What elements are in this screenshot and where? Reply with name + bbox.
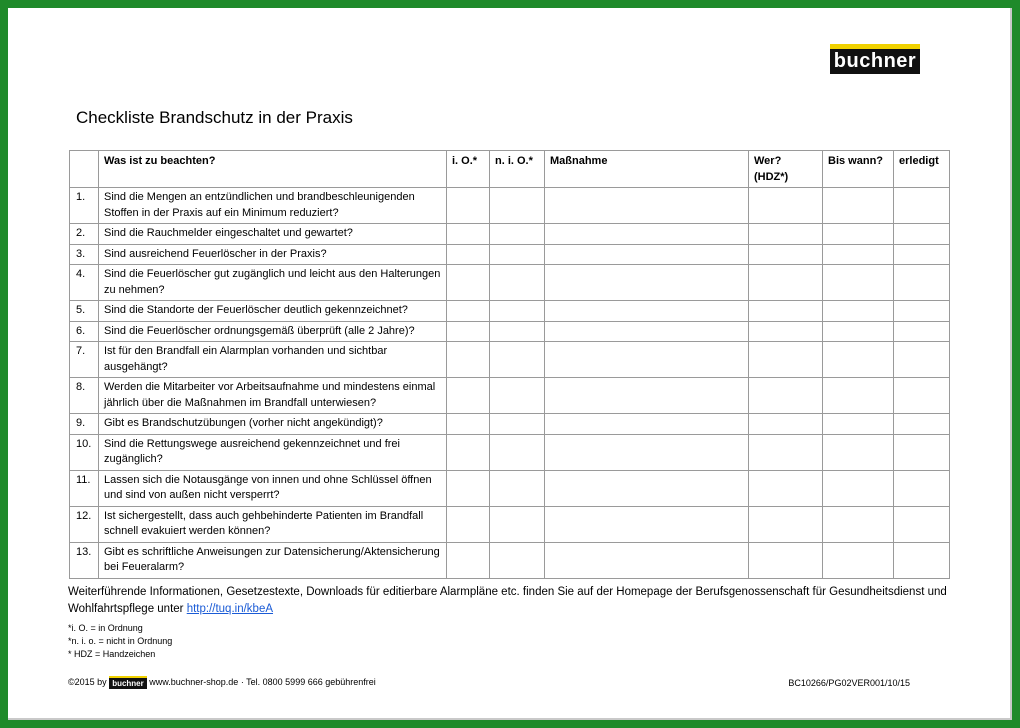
nio-cell[interactable] <box>490 188 545 224</box>
io-cell[interactable] <box>447 244 490 265</box>
done-cell[interactable] <box>894 506 950 542</box>
footnote-io: *i. O. = in Ordnung <box>68 623 143 633</box>
who-cell[interactable] <box>749 414 823 435</box>
table-row <box>70 265 950 301</box>
measure-cell[interactable] <box>545 321 749 342</box>
footnote-hdz: * HDZ = Handzeichen <box>68 649 156 659</box>
until-cell[interactable] <box>823 506 894 542</box>
done-cell[interactable] <box>894 321 950 342</box>
until-cell[interactable] <box>823 342 894 378</box>
measure-cell[interactable] <box>545 342 749 378</box>
row-number: 13. <box>70 542 99 578</box>
io-cell[interactable] <box>447 321 490 342</box>
row-question: Sind die Feuerlöscher gut zugänglich und leicht aus den Halterungen zu nehmen? <box>99 265 447 301</box>
row-question: Sind die Standorte der Feuerlöscher deutlich gekennzeichnet? <box>99 301 447 322</box>
until-cell[interactable] <box>823 321 894 342</box>
row-question: Sind die Rettungswege ausreichend gekennzeichnet und frei zugänglich? <box>99 434 447 470</box>
io-cell[interactable] <box>447 224 490 245</box>
bg-link[interactable]: http://tuq.in/kbeA <box>186 603 274 615</box>
row-number: 7. <box>70 342 99 378</box>
table-row <box>70 321 950 342</box>
row-question: Sind die Feuerlöscher ordnungsgemäß überprüft (alle 2 Jahre)? <box>99 321 447 342</box>
who-cell[interactable] <box>749 378 823 414</box>
measure-cell[interactable] <box>545 265 749 301</box>
measure-cell[interactable] <box>545 542 749 578</box>
row-question: Gibt es schriftliche Anweisungen zur Datensicherung/Aktensicherung bei Feueralarm? <box>99 542 447 578</box>
info-paragraph <box>68 584 948 618</box>
io-cell[interactable] <box>447 378 490 414</box>
checklist-table <box>69 150 950 579</box>
row-question: Sind die Mengen an entzündlichen und brandbeschleunigenden Stoffen in der Praxis auf ein Minimum reduziert? <box>99 188 447 224</box>
footer-left <box>68 676 376 689</box>
done-cell[interactable] <box>894 434 950 470</box>
table-header-row <box>70 151 950 188</box>
header-done: erledigt <box>894 151 950 188</box>
logo-text: buchner <box>833 50 917 72</box>
nio-cell[interactable] <box>490 378 545 414</box>
header-who: Wer? (HDZ*) <box>749 151 823 188</box>
table-row <box>70 414 950 435</box>
io-cell[interactable] <box>447 188 490 224</box>
footer-contact: www.buchner-shop.de · Tel. 0800 5999 666 gebührenfrei <box>149 676 376 687</box>
done-cell[interactable] <box>894 470 950 506</box>
nio-cell[interactable] <box>490 434 545 470</box>
row-number: 2. <box>70 224 99 245</box>
measure-cell[interactable] <box>545 378 749 414</box>
until-cell[interactable] <box>823 434 894 470</box>
who-cell[interactable] <box>749 342 823 378</box>
done-cell[interactable] <box>894 244 950 265</box>
done-cell[interactable] <box>894 188 950 224</box>
row-question: Ist für den Brandfall ein Alarmplan vorhanden und sichtbar ausgehängt? <box>99 342 447 378</box>
who-cell[interactable] <box>749 506 823 542</box>
header-until: Bis wann? <box>823 151 894 188</box>
who-cell[interactable] <box>749 301 823 322</box>
until-cell[interactable] <box>823 188 894 224</box>
nio-cell[interactable] <box>490 470 545 506</box>
io-cell[interactable] <box>447 434 490 470</box>
copyright: ©2015 by <box>68 676 107 687</box>
io-cell[interactable] <box>447 542 490 578</box>
done-cell[interactable] <box>894 414 950 435</box>
page-title: Checkliste Brandschutz in der Praxis <box>76 108 353 127</box>
table-row <box>70 188 950 224</box>
done-cell[interactable] <box>894 301 950 322</box>
document-code: BC10266/PG02VER001/10/15 <box>788 677 910 688</box>
buchner-logo <box>830 44 920 74</box>
nio-cell[interactable] <box>490 301 545 322</box>
who-cell[interactable] <box>749 188 823 224</box>
table-row <box>70 470 950 506</box>
table-row <box>70 378 950 414</box>
footer-logo: buchner <box>109 676 147 689</box>
done-cell[interactable] <box>894 265 950 301</box>
table-row <box>70 301 950 322</box>
measure-cell[interactable] <box>545 224 749 245</box>
until-cell[interactable] <box>823 244 894 265</box>
row-question: Sind die Rauchmelder eingeschaltet und gewartet? <box>99 224 447 245</box>
table-row <box>70 342 950 378</box>
who-cell[interactable] <box>749 470 823 506</box>
who-cell[interactable] <box>749 244 823 265</box>
row-number: 1. <box>70 188 99 224</box>
until-cell[interactable] <box>823 378 894 414</box>
nio-cell[interactable] <box>490 506 545 542</box>
nio-cell[interactable] <box>490 321 545 342</box>
row-question: Werden die Mitarbeiter vor Arbeitsaufnahme und mindestens einmal jährlich über die Maßnahmen im Brandfall unterwiesen? <box>99 378 447 414</box>
io-cell[interactable] <box>447 342 490 378</box>
io-cell[interactable] <box>447 506 490 542</box>
table-row <box>70 542 950 578</box>
row-number: 3. <box>70 244 99 265</box>
nio-cell[interactable] <box>490 542 545 578</box>
measure-cell[interactable] <box>545 414 749 435</box>
who-cell[interactable] <box>749 265 823 301</box>
done-cell[interactable] <box>894 224 950 245</box>
nio-cell[interactable] <box>490 342 545 378</box>
who-cell[interactable] <box>749 434 823 470</box>
until-cell[interactable] <box>823 224 894 245</box>
measure-cell[interactable] <box>545 434 749 470</box>
row-question: Ist sichergestellt, dass auch gehbehinderte Patienten im Brandfall schnell evakuiert werden können? <box>99 506 447 542</box>
until-cell[interactable] <box>823 414 894 435</box>
io-cell[interactable] <box>447 414 490 435</box>
measure-cell[interactable] <box>545 188 749 224</box>
nio-cell[interactable] <box>490 414 545 435</box>
row-number: 4. <box>70 265 99 301</box>
info-text: Weiterführende Informationen, Gesetzestexte, Downloads für editierbare Alarmpläne etc. finden Sie auf der Homepage der Berufsgenossenschaft für Gesundheitsdienst und Wohlfahrtspflege unter <box>68 586 947 615</box>
done-cell[interactable] <box>894 378 950 414</box>
logo-accent-bar <box>830 44 920 49</box>
measure-cell[interactable] <box>545 244 749 265</box>
row-number: 10. <box>70 434 99 470</box>
who-cell[interactable] <box>749 542 823 578</box>
page-footer <box>68 676 910 689</box>
table-row <box>70 506 950 542</box>
header-io: i. O.* <box>447 151 490 188</box>
until-cell[interactable] <box>823 542 894 578</box>
row-number: 12. <box>70 506 99 542</box>
measure-cell[interactable] <box>545 470 749 506</box>
table-row <box>70 224 950 245</box>
row-number: 11. <box>70 470 99 506</box>
until-cell[interactable] <box>823 470 894 506</box>
nio-cell[interactable] <box>490 224 545 245</box>
row-question: Sind ausreichend Feuerlöscher in der Praxis? <box>99 244 447 265</box>
nio-cell[interactable] <box>490 265 545 301</box>
footnote-nio: *n. i. o. = nicht in Ordnung <box>68 636 173 646</box>
measure-cell[interactable] <box>545 301 749 322</box>
nio-cell[interactable] <box>490 244 545 265</box>
done-cell[interactable] <box>894 342 950 378</box>
row-number: 9. <box>70 414 99 435</box>
until-cell[interactable] <box>823 265 894 301</box>
header-nio: n. i. O.* <box>490 151 545 188</box>
row-number: 6. <box>70 321 99 342</box>
io-cell[interactable] <box>447 470 490 506</box>
table-row <box>70 434 950 470</box>
io-cell[interactable] <box>447 265 490 301</box>
row-number: 8. <box>70 378 99 414</box>
header-what: Was ist zu beachten? <box>99 151 447 188</box>
who-cell[interactable] <box>749 224 823 245</box>
row-question: Lassen sich die Notausgänge von innen und ohne Schlüssel öffnen und sind von außen nicht versperrt? <box>99 470 447 506</box>
header-measure: Maßnahme <box>545 151 749 188</box>
io-cell[interactable] <box>447 301 490 322</box>
row-question: Gibt es Brandschutzübungen (vorher nicht angekündigt)? <box>99 414 447 435</box>
who-cell[interactable] <box>749 321 823 342</box>
done-cell[interactable] <box>894 542 950 578</box>
footnotes <box>68 622 172 661</box>
header-num <box>70 151 99 188</box>
row-number: 5. <box>70 301 99 322</box>
until-cell[interactable] <box>823 301 894 322</box>
table-row <box>70 244 950 265</box>
measure-cell[interactable] <box>545 506 749 542</box>
